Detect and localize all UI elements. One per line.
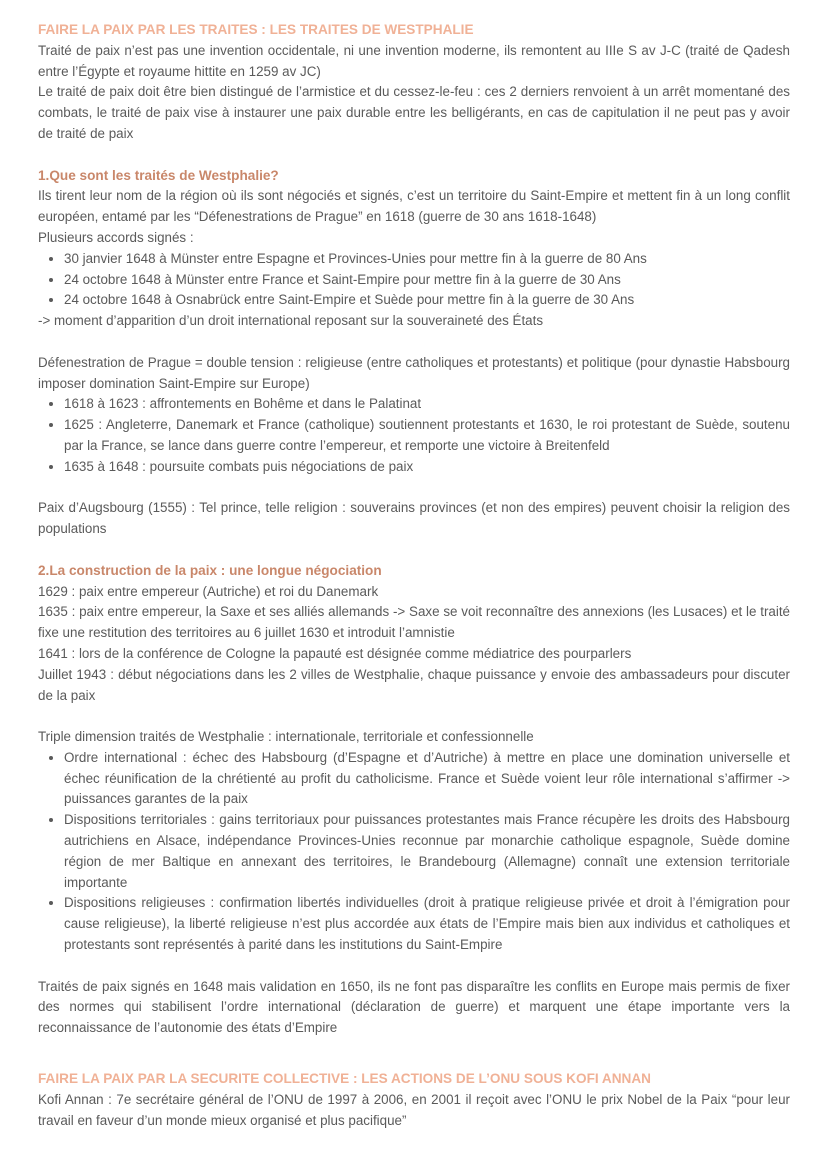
paragraph: -> moment d’apparition d’un droit international reposant sur la souveraineté des États — [38, 313, 544, 329]
paragraph: Kofi Annan : 7e secrétaire général de l’ONU de 1997 à 2006, en 2001 il reçoit avec l’ONU le prix Nobel de la Paix “pour leur travail en faveur d’un monde mieux organisé et plus pacifique” — [38, 1091, 790, 1128]
paragraph: Défenestration de Prague = double tension : religieuse (entre catholiques et protestants) et politique (pour dynastie Habsbourg imposer domination Saint-Empire sur Europe) — [38, 354, 790, 391]
paragraph: Triple dimension traités de Westphalie : internationale, territoriale et confessionnelle — [38, 729, 534, 745]
paragraph: 1641 : lors de la conférence de Cologne la papauté est désignée comme médiatrice des pourparlers — [38, 645, 632, 661]
paragraph: 1635 : paix entre empereur, la Saxe et ses alliés allemands -> Saxe se voit reconnaître des annexions (les Lusaces) et le traité fixe une restitution des territoires au 6 juillet 1630 et introduit l’amnistie — [38, 604, 790, 641]
paragraph: 1629 : paix entre empereur (Autriche) et roi du Danemark — [38, 583, 379, 599]
list-item: • 30 janvier 1648 à Münster entre Espagne et Provinces-Unies pour mettre fin à la guerre de 80 Ans — [64, 249, 790, 270]
subsection-title-2: 2.La construction de la paix : une longue négociation — [38, 562, 382, 578]
list-item: • Ordre international : échec des Habsbourg (d’Espagne et d’Autriche) à mettre en place une domination universelle et échec réunification de la chrétienté au profit du catholicisme. France et Suède voient leur rôle international s’affirmer -> puissances garantes de la paix — [64, 748, 790, 810]
paragraph: Plusieurs accords signés : — [38, 229, 194, 245]
subsection-title-1: 1.Que sont les traités de Westphalie? — [38, 167, 279, 183]
bullet-list — [38, 748, 790, 956]
section-title-onu: FAIRE LA PAIX PAR LA SECURITE COLLECTIVE : LES ACTIONS DE L’ONU SOUS KOFI ANNAN — [38, 1071, 652, 1087]
bullet-list — [38, 249, 790, 311]
paragraph: Traités de paix signés en 1648 mais validation en 1650, ils ne font pas disparaître les conflits en Europe mais permis de fixer des normes qui stabilisent l’ordre international (déclaration de guerre) et marquent une étape importante vers la reconnaissance de l’autonomie des états d’Empire — [38, 978, 790, 1036]
list-item: • 1635 à 1648 : poursuite combats puis négociations de paix — [64, 457, 790, 478]
paragraph: Le traité de paix doit être bien distingué de l’armistice et du cessez-le-feu : ces 2 derniers renvoient à un arrêt momentané des combats, le traité de paix vise à instaurer une paix durable entre les belligérants, en cas de capitulation il ne peut pas y avoir de traité de paix — [38, 84, 790, 141]
list-item: • 24 octobre 1648 à Osnabrück entre Saint-Empire et Suède pour mettre fin à la guerre de 30 Ans — [64, 290, 790, 311]
list-item: • 1618 à 1623 : affrontements en Bohême et dans le Palatinat — [64, 394, 790, 415]
list-item: • 24 octobre 1648 à Münster entre France et Saint-Empire pour mettre fin à la guerre de 30 Ans — [64, 270, 790, 291]
bullet-list — [38, 394, 790, 477]
paragraph: Traité de paix n’est pas une invention occidentale, ni une invention moderne, ils remontent au IIIe S av J-C (traité de Qadesh entre l’Égypte et royaume hittite en 1259 av JC) — [38, 42, 790, 79]
paragraph: Ils tirent leur nom de la région où ils sont négociés et signés, c’est un territoire du Saint-Empire et mettent fin à un long conflit européen, entamé par les “Défenestrations de Prague” en 1618 (guerre de 30 ans 1618-1648) — [38, 188, 790, 225]
paragraph: Paix d’Augsbourg (1555) : Tel prince, telle religion : souverains provinces (et non des empires) peuvent choisir la religion des populations — [38, 500, 790, 537]
list-item: • Dispositions territoriales : gains territoriaux pour puissances protestantes mais France récupère les droits des Habsbourg autrichiens en Alsace, indépendance Provinces-Unies reconnue par monarchie catholique espagnole, Suède domine région de mer Baltique en annexant des territoires, le Brandebourg (Allemagne) connaît une extension territoriale importante — [64, 810, 790, 893]
paragraph: Juillet 1943 : début négociations dans les 2 villes de Westphalie, chaque puissance y envoie des ambassadeurs pour discuter de la paix — [38, 666, 790, 703]
list-item: • Dispositions religieuses : confirmation libertés individuelles (droit à pratique religieuse privée et droit à l’émigration pour cause religieuse), la liberté religieuse n’est plus accordée aux états de l’Empire mais bien aux individus et catholiques et protestants sont représentés à parité dans les institutions du Saint-Empire — [64, 893, 790, 955]
list-item: • 1625 : Angleterre, Danemark et France (catholique) soutiennent protestants et 1630, le roi protestant de Suède, soutenu par la France, se lance dans guerre contre l’empereur, et remporte une victoire à Breitenfeld — [64, 415, 790, 457]
section-title-westphalie: FAIRE LA PAIX PAR LES TRAITES : LES TRAITES DE WESTPHALIE — [38, 22, 474, 37]
